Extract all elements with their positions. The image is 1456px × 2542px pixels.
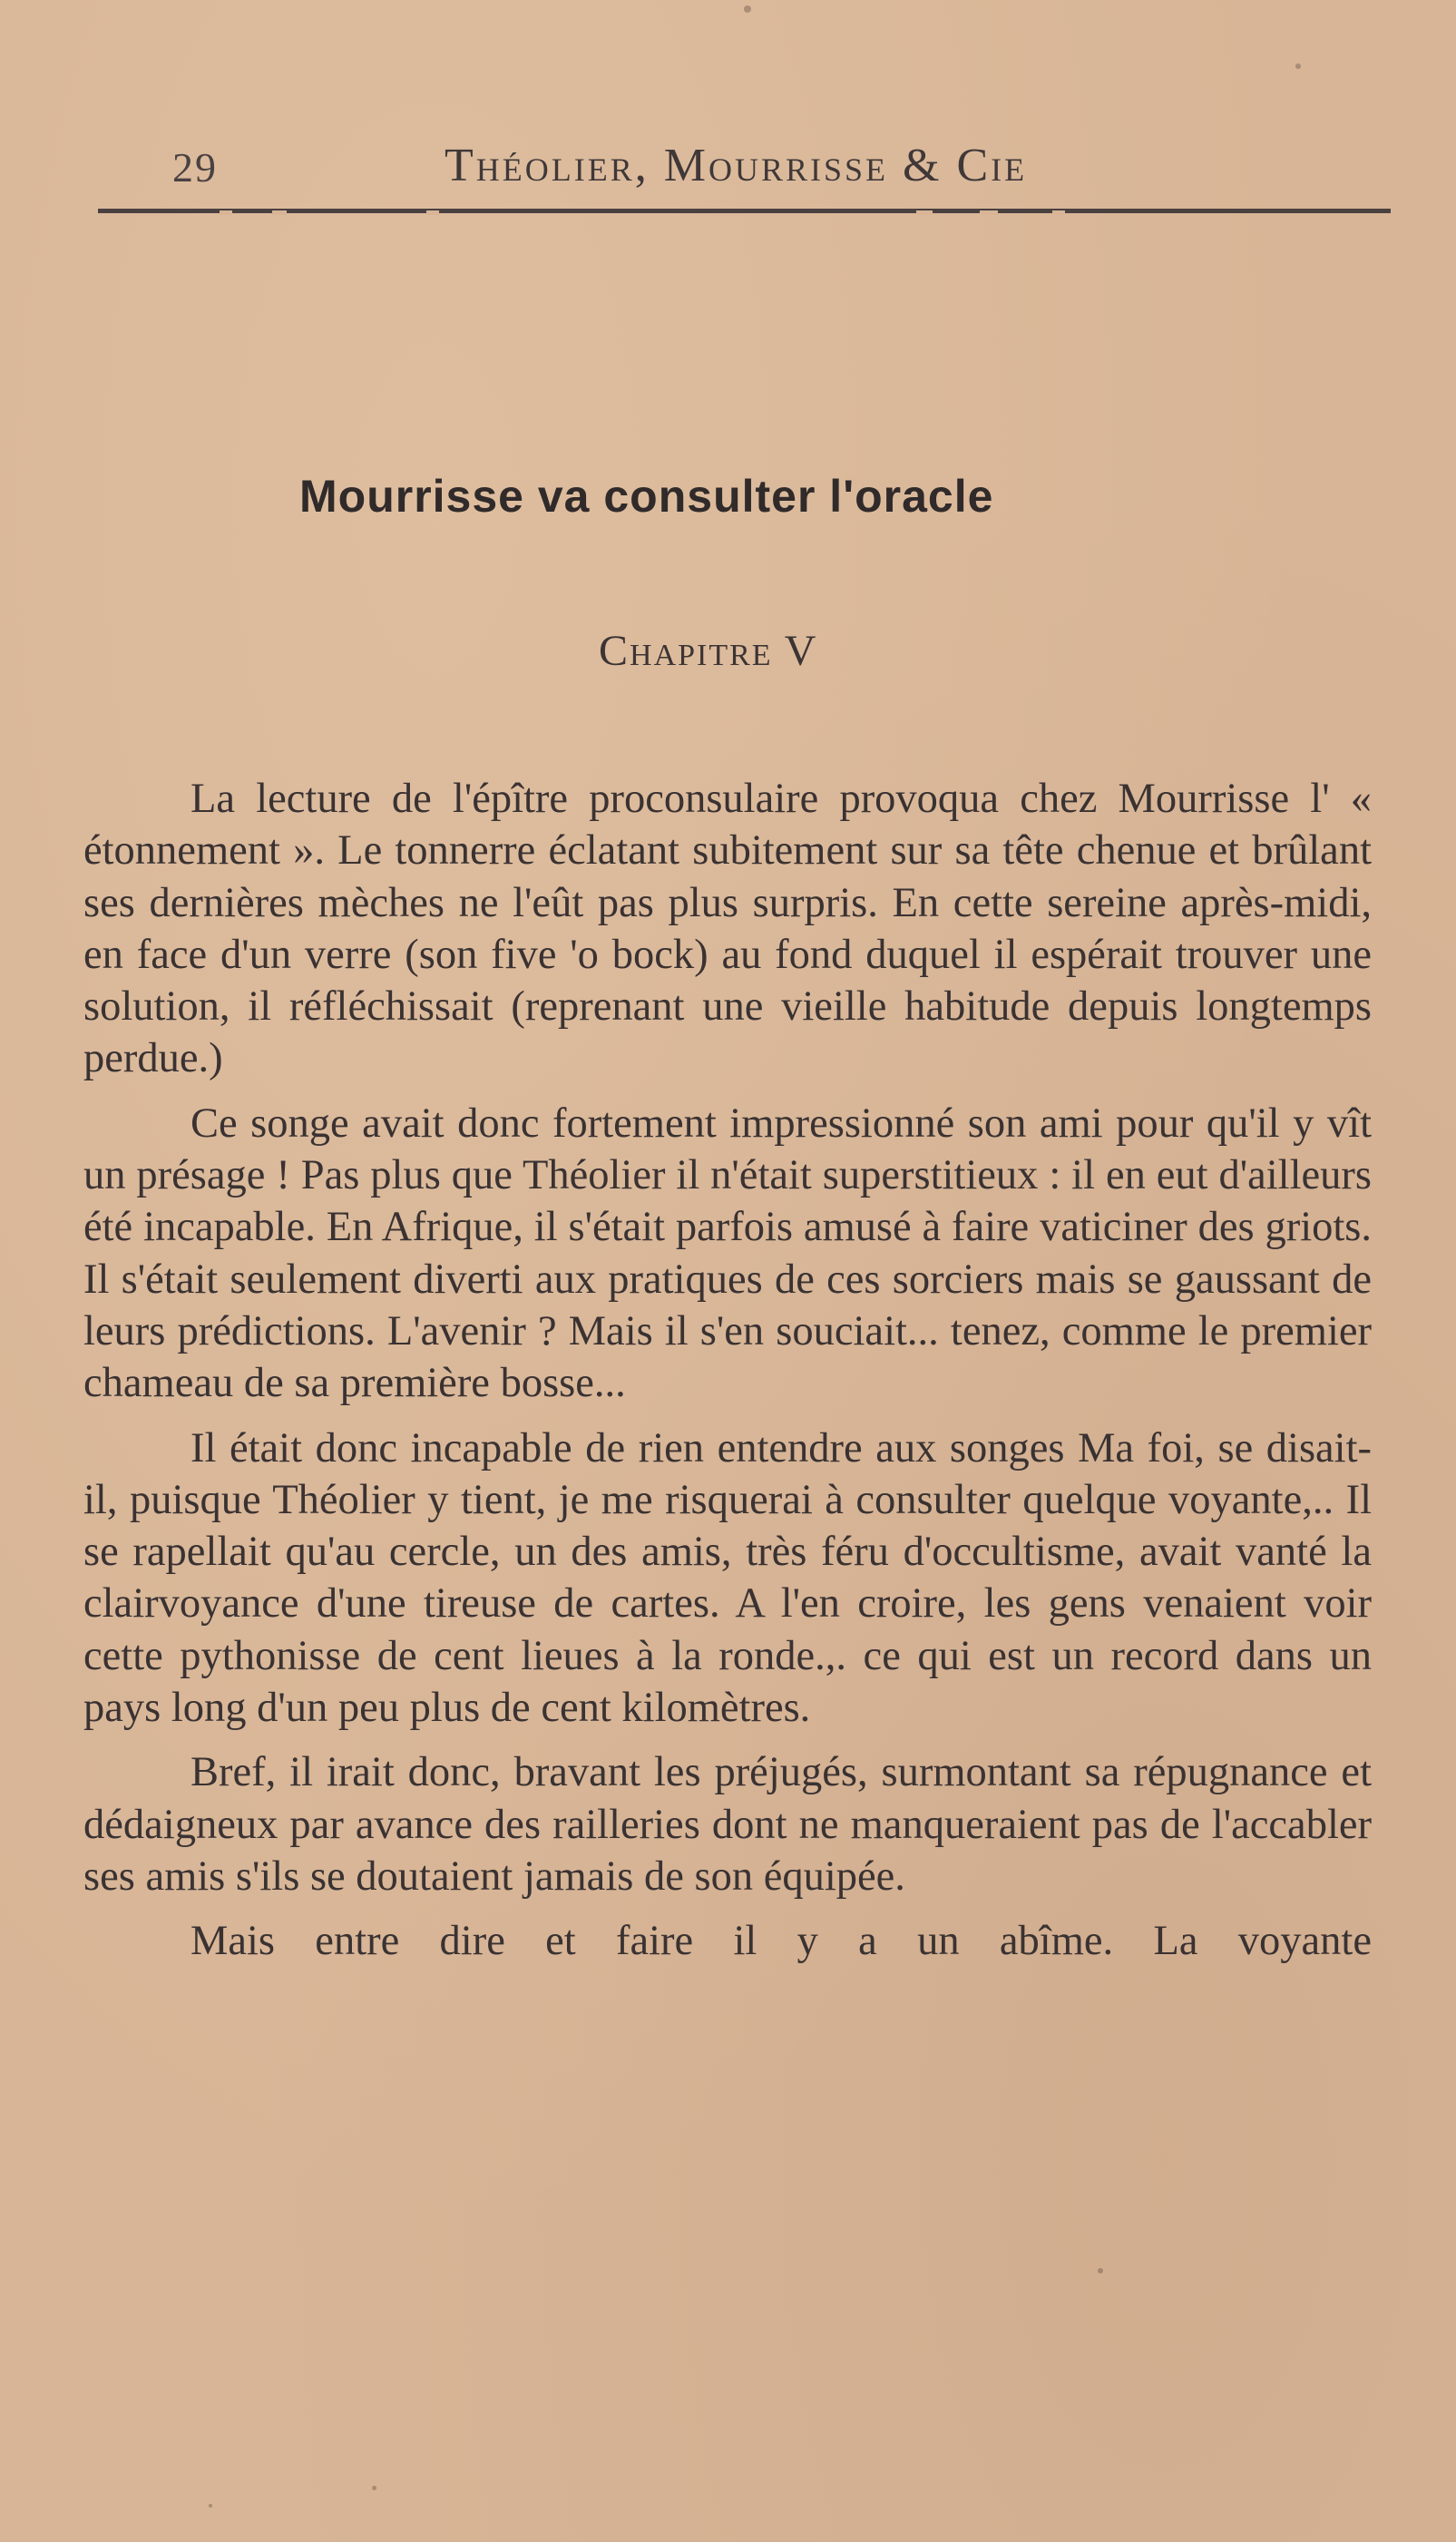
paper-speck bbox=[1098, 2268, 1103, 2273]
paper-speck bbox=[372, 2486, 376, 2490]
header-rule-gap bbox=[980, 210, 998, 215]
page-number: 29 bbox=[172, 144, 218, 191]
header-rule-gap bbox=[220, 210, 232, 215]
paragraph: Bref, il irait donc, bravant les préjugés, surmontant sa répugnance et dédaigneux par avance des railleries dont ne manqueraient pas de l'accabler ses amis s'ils se doutaient jamais de son équipée. bbox=[83, 1749, 1372, 1900]
page-header bbox=[172, 134, 1216, 207]
paragraph: Ce songe avait donc fortement impressionné son ami pour qu'il y vît un présage ! Pas plus que Théolier il n'était superstitieux : il en eut d'ailleurs été incapable. En Afrique, il s'était parfois amusé à faire vaticiner des griots. Il s'était seulement diverti aux pratiques de ces sorciers mais se gaussant de leurs prédictions. L'avenir ? Mais il s'en souciait... tenez, comme le premier chameau de sa première bosse... bbox=[83, 1100, 1372, 1407]
header-rule-gap bbox=[916, 210, 933, 215]
header-rule bbox=[98, 209, 1391, 213]
paragraph: La lecture de l'épître proconsulaire provoqua chez Mourrisse l' « étonnement ». Le tonnerre éclatant subitement sur sa tête chenue et brûlant ses dernières mèches ne l'eût pas plus surpris. En cette sereine après-midi, en face d'un verre (son five 'o bock) au fond duquel il espérait trouver une solution, il réfléchissait (reprenant une vieille habitude depuis longtemps perdue.) bbox=[83, 776, 1372, 1082]
paper-speck bbox=[1295, 64, 1301, 69]
chapter-heading: Mourrisse va consulter l'oracle bbox=[299, 471, 994, 522]
header-rule-gap bbox=[272, 210, 287, 215]
running-head: Théolier, Mourrisse & Cie bbox=[445, 140, 1028, 191]
header-rule-gap bbox=[426, 210, 439, 215]
header-rule-gap bbox=[1052, 210, 1065, 215]
paper-speck bbox=[209, 2504, 212, 2508]
paper-speck bbox=[744, 5, 751, 13]
paragraph: Il était donc incapable de rien entendre aux songes Ma foi, se disait-il, puisque Théolier y tient, je me risquerai à consulter quelque voyante,.. Il se rapellait qu'au cercle, un des amis, très féru d'occultisme, avait vanté la clairvoyance d'une tireuse de cartes. A l'en croire, les gens venaient voir cette pythonisse de cent lieues à la ronde.,. ce qui est un record dans un pays long d'un peu plus de cent kilomètres. bbox=[83, 1424, 1372, 1732]
chapter-number: Chapitre V bbox=[599, 627, 818, 675]
paragraph: Mais entre dire et faire il y a un abîme. La voyante bbox=[191, 1918, 1372, 1965]
body-text bbox=[83, 773, 1372, 1980]
